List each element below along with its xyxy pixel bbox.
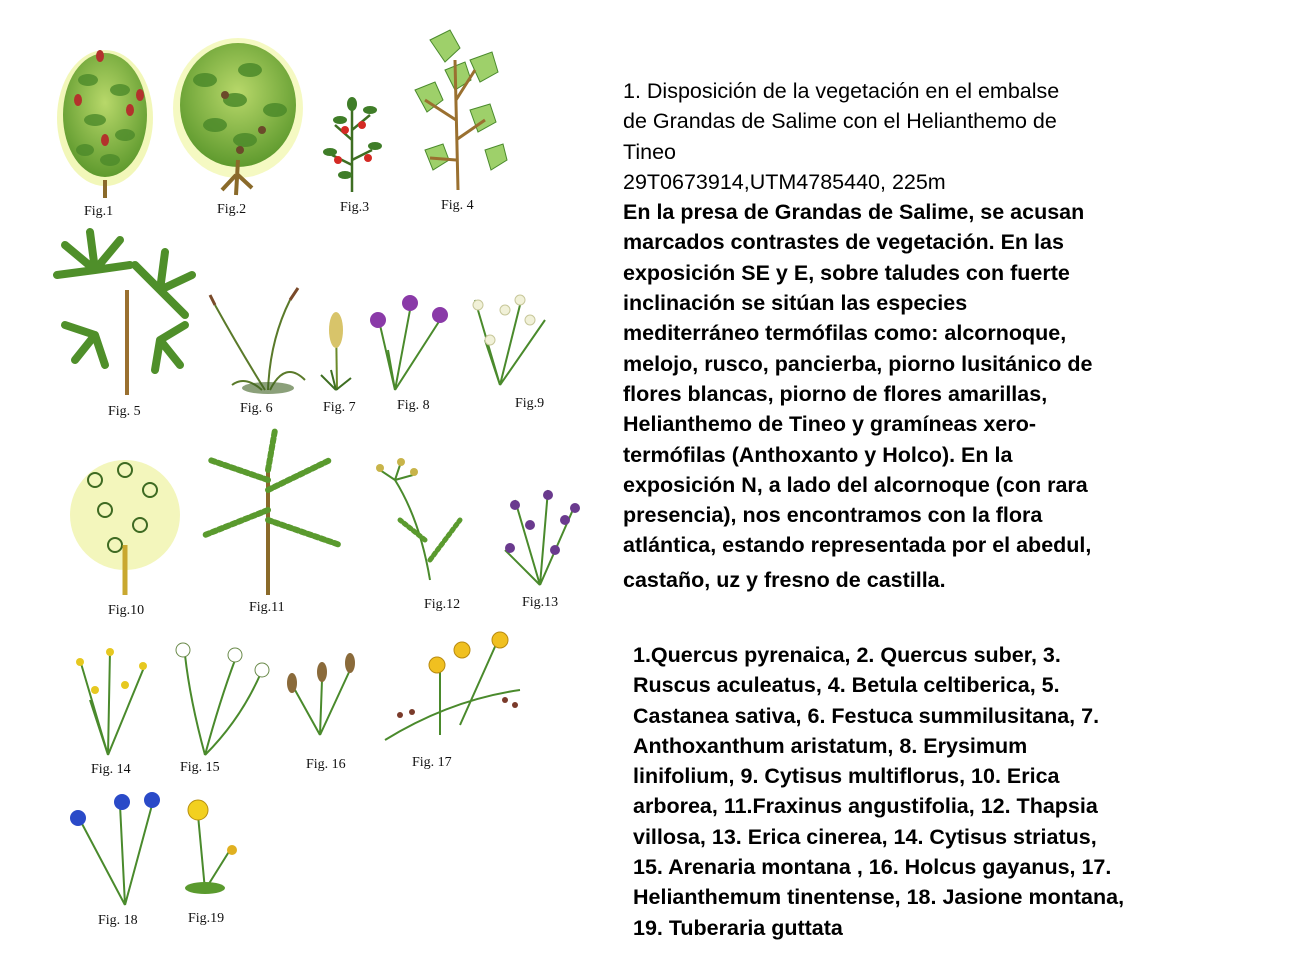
fig6-illustration	[210, 288, 305, 394]
fig14-illustration	[76, 648, 147, 755]
body-line: atlántica, estando representada por el abedul,	[623, 533, 1092, 558]
species-list	[633, 640, 1273, 943]
fig9-illustration	[473, 295, 545, 385]
body-line: marcados contrastes de vegetación. En las	[623, 230, 1064, 255]
fig-label-3: Fig.3	[340, 200, 370, 215]
fig5-illustration	[57, 232, 192, 395]
species-line: arborea, 11.Fraxinus angustifolia, 12. Thapsia	[633, 794, 1098, 819]
species-line: 19. Tuberaria guttata	[633, 915, 843, 940]
fig-label-9: Fig.9	[515, 396, 545, 411]
body-line: Helianthemo de Tineo y gramíneas xero-	[623, 412, 1037, 437]
species-line: Helianthemum tinentense, 18. Jasione montana,	[633, 885, 1125, 910]
fig-label-19: Fig.19	[188, 911, 225, 926]
fig-label-16: Fig. 16	[306, 757, 346, 772]
fig-label-17: Fig. 17	[412, 755, 452, 770]
body-line: melojo, rusco, pancierba, piorno lusitánico de	[623, 351, 1093, 376]
body-line: castaño, uz y fresno de castilla.	[623, 567, 946, 592]
fig-label-10: Fig.10	[108, 603, 145, 618]
fig-label-6: Fig. 6	[240, 401, 273, 416]
body-line: flores blancas, piorno de flores amarillas,	[623, 381, 1048, 406]
fig-label-14: Fig. 14	[91, 762, 131, 777]
body-line: En la presa de Grandas de Salime, se acusan	[623, 200, 1085, 225]
fig-label-5: Fig. 5	[108, 404, 141, 419]
plant-illustrations	[0, 0, 610, 976]
fig-label-12: Fig.12	[424, 597, 461, 612]
fig10-illustration	[70, 460, 180, 595]
fig-label-13: Fig.13	[522, 595, 559, 610]
species-line: Ruscus aculeatus, 4. Betula celtiberica, 5.	[633, 673, 1060, 698]
body-line: termófilas (Anthoxanto y Holco). En la	[623, 442, 1013, 467]
fig1-illustration	[57, 50, 153, 198]
species-line: villosa, 13. Erica cinerea, 14. Cytisus striatus,	[633, 824, 1097, 849]
fig13-illustration	[505, 490, 580, 585]
fig17-illustration	[385, 632, 520, 740]
body-line: exposición SE y E, sobre taludes con fuerte	[623, 260, 1070, 285]
fig-label-18: Fig. 18	[98, 913, 138, 928]
body-line: presencia), nos encontramos con la flora	[623, 503, 1043, 528]
fig15-illustration	[176, 643, 269, 755]
fig18-illustration	[70, 792, 160, 905]
fig19-illustration	[185, 800, 237, 894]
fig-label-15: Fig. 15	[180, 760, 220, 775]
description-block	[623, 76, 1263, 595]
species-line: linifolium, 9. Cytisus multiflorus, 10. Erica	[633, 764, 1060, 789]
fig2-illustration	[173, 38, 303, 195]
fig11-illustration	[205, 430, 340, 595]
fig-label-4: Fig. 4	[441, 198, 474, 213]
fig-label-8: Fig. 8	[397, 398, 430, 413]
body-line: exposición N, a lado del alcornoque (con rara	[623, 472, 1088, 497]
species-line: Castanea sativa, 6. Festuca summilusitana, 7.	[633, 703, 1100, 728]
title-line: Tineo	[623, 139, 676, 164]
fig-label-11: Fig.11	[249, 600, 285, 615]
fig8-illustration	[370, 295, 448, 390]
species-line: 15. Arenaria montana , 16. Holcus gayanus, 17.	[633, 855, 1112, 880]
body-line: mediterráneo termófilas como: alcornoque,	[623, 321, 1067, 346]
coordinates: 29T0673914,UTM4785440, 225m	[623, 169, 946, 194]
fig-label-2: Fig.2	[217, 202, 247, 217]
fig3-illustration	[323, 97, 382, 192]
fig-label-7: Fig. 7	[323, 400, 356, 415]
title-line: de Grandas de Salime con el Helianthemo de	[623, 109, 1057, 134]
species-line: 1.Quercus pyrenaica, 2. Quercus suber, 3.	[633, 643, 1061, 667]
fig4-illustration	[415, 30, 507, 190]
fig12-illustration	[376, 458, 460, 580]
botanical-plate	[0, 0, 610, 976]
fig7-illustration	[321, 312, 351, 390]
species-line: Anthoxanthum aristatum, 8. Erysimum	[633, 733, 1028, 758]
fig16-illustration	[287, 653, 355, 735]
fig-label-1: Fig.1	[84, 204, 114, 219]
title-line: 1. Disposición de la vegetación en el embalse	[623, 79, 1060, 103]
body-line: inclinación se sitúan las especies	[623, 291, 968, 316]
